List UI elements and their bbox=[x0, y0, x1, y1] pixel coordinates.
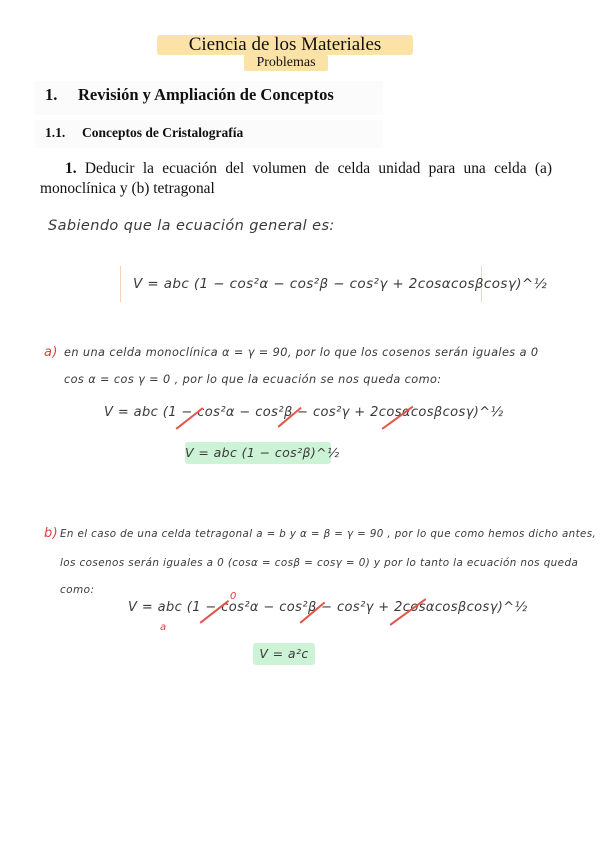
part-b-equation: V = abc (1 − cos²α − cos²β − cos²γ + 2cosαcosβcosγ)^½ bbox=[128, 600, 528, 615]
part-b-label: b) bbox=[44, 526, 59, 541]
section-title: Revisión y Ampliación de Conceptos bbox=[78, 85, 334, 104]
part-a-equation: V = abc (1 − cos²α − cos²β − cos²γ + 2cosαcosβcosγ)^½ bbox=[104, 405, 504, 420]
part-b-line2: los cosenos serán iguales a 0 (cosα = cosβ = cosγ = 0) y por lo tanto la ecuación nos queda bbox=[60, 557, 579, 569]
part-a-result: V = abc (1 − cos²β)^½ bbox=[185, 445, 340, 460]
part-a-result-box bbox=[185, 442, 340, 464]
part-b-line3: como: bbox=[60, 584, 95, 596]
document-subtitle bbox=[244, 55, 328, 71]
section-number: 1. bbox=[45, 85, 58, 104]
problem-number: 1. bbox=[65, 160, 77, 177]
problem-text: Deducir la ecuación del volumen de celda unidad para una celda (a) monoclínica y (b) tetragonal bbox=[40, 160, 552, 197]
subsection-heading bbox=[35, 120, 383, 148]
part-b-result: V = a²c bbox=[259, 646, 309, 661]
handwritten-intro: Sabiendo que la ecuación general es: bbox=[48, 218, 335, 234]
part-b-line1: En el caso de una celda tetragonal a = b y α = β = γ = 90 , por lo que como hemos dicho antes, bbox=[60, 528, 597, 540]
part-b-result-box bbox=[253, 643, 315, 665]
general-equation: V = abc (1 − cos²α − cos²β − cos²γ + 2cosαcosβcosγ)^½ bbox=[133, 276, 548, 292]
document-title bbox=[157, 35, 413, 55]
part-a-line2: cos α = cos γ = 0 , por lo que la ecuación se nos queda como: bbox=[64, 373, 442, 386]
section-heading bbox=[35, 81, 383, 115]
part-a-label: a) bbox=[44, 345, 58, 360]
document-title-text: Ciencia de los Materiales bbox=[188, 34, 382, 55]
part-a-line1: en una celda monoclínica α = γ = 90, por lo que los cosenos serán iguales a 0 bbox=[64, 346, 539, 359]
subsection-title: Conceptos de Cristalografía bbox=[82, 125, 244, 140]
subsection-number: 1.1. bbox=[45, 125, 66, 140]
problem-statement bbox=[40, 159, 552, 199]
part-b-annotation-zero: 0 bbox=[230, 591, 237, 602]
document-subtitle-text: Problemas bbox=[256, 55, 316, 70]
part-b-annotation-a: a bbox=[160, 622, 167, 633]
